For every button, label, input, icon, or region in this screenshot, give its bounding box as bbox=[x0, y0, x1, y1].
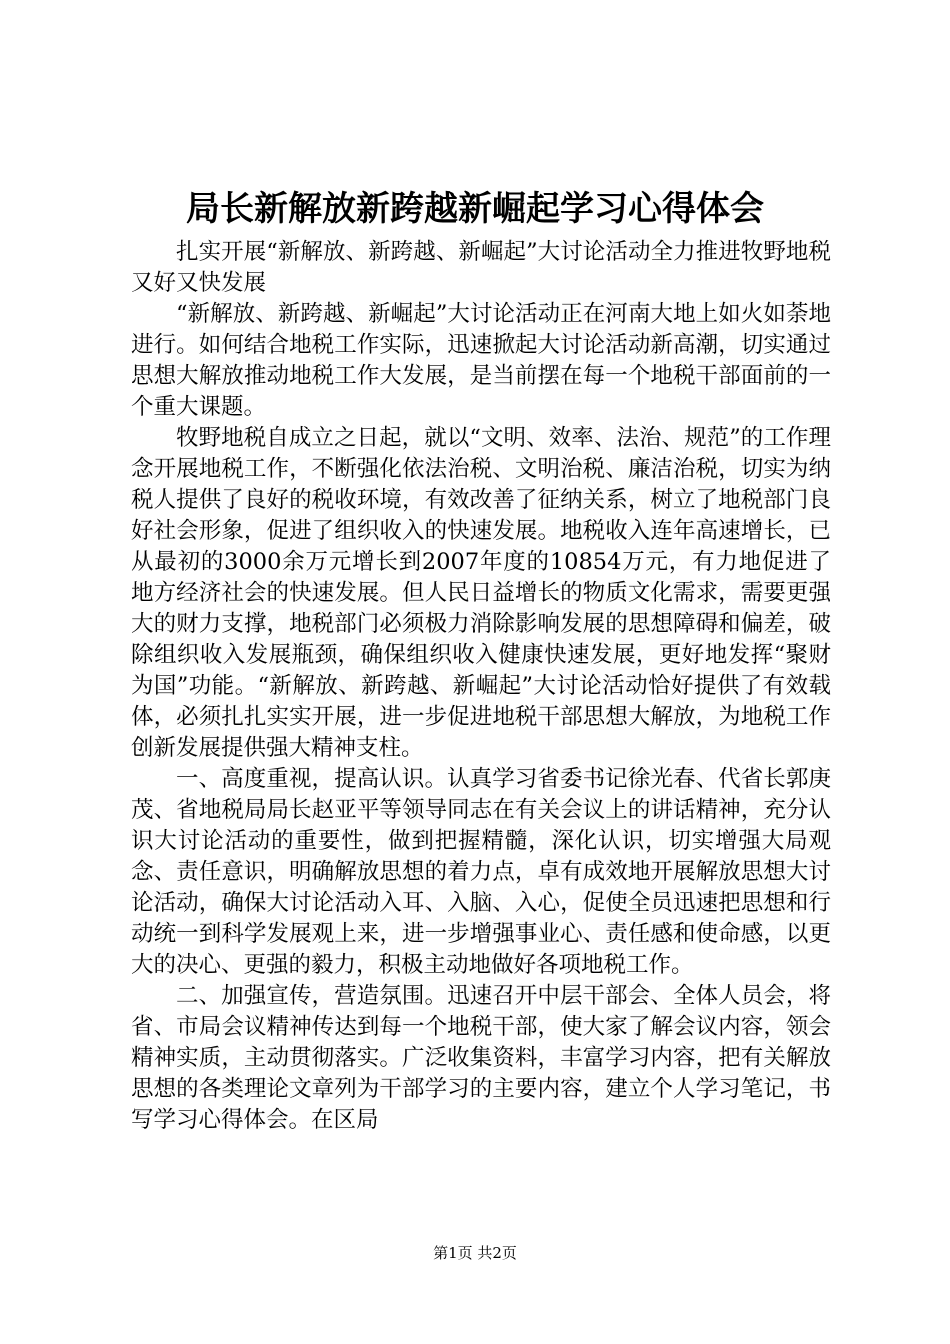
document-title: 局长新解放新跨越新崛起学习心得体会 bbox=[186, 189, 764, 229]
paragraph-point-one: 一、高度重视，提高认识。认真学习省委书记徐光春、代省长郭庚茂、省地税局局长赵亚平等领导同志在有关会议上的讲话精神，充分认识大讨论活动的重要性，做到把握精髓，深化认识，切实增强大局观念、责任意识，明确解放思想的着力点，卓有成效地开展解放思想大讨论活动，确保大讨论活动入耳、入脑、入心，促使全员迅速把思想和行动统一到科学发展观上来，进一步增强事业心、责任感和使命感，以更大的决心、更强的毅力，积极主动地做好各项地税工作。 bbox=[131, 766, 831, 978]
page-number-footer: 第1页 共2页 bbox=[433, 1244, 517, 1262]
paragraph-point-two: 二、加强宣传，营造氛围。迅速召开中层干部会、全体人员会，将省、市局会议精神传达到每一个地税干部，使大家了解会议内容，领会精神实质，主动贯彻落实。广泛收集资料，丰富学习内容，把有关解放思想的各类理论文章列为干部学习的主要内容，建立个人学习笔记，书写学习心得体会。在区局 bbox=[131, 983, 831, 1133]
paragraph-background: 牧野地税自成立之日起，就以“文明、效率、法治、规范”的工作理念开展地税工作，不断强化依法治税、文明治税、廉洁治税，切实为纳税人提供了良好的税收环境，有效改善了征纳关系，树立了地税部门良好社会形象，促进了组织收入的快速发展。地税收入连年高速增长，已从最初的3000余万元增长到2007年度的10854万元，有力地促进了地方经济社会的快速发展。但人民日益增长的物质文化需求，需要更强大的财力支撑，地税部门必须极力消除影响发展的思想障碍和偏差，破除组织收入发展瓶颈，确保组织收入健康快速发展，更好地发挥“聚财为国”功能。“新解放、新跨越、新崛起”大讨论活动恰好提供了有效载体，必须扎扎实实开展，进一步促进地税干部思想大解放，为地税工作创新发展提供强大精神支柱。 bbox=[131, 425, 831, 761]
paragraph-intro: “新解放、新跨越、新崛起”大讨论活动正在河南大地上如火如荼地进行。如何结合地税工作实际，迅速掀起大讨论活动新高潮，切实通过思想大解放推动地税工作大发展，是当前摆在每一个地税干部面前的一个重大课题。 bbox=[131, 301, 831, 420]
document-body bbox=[131, 237, 831, 1136]
paragraph-subtitle: 扎实开展“新解放、新跨越、新崛起”大讨论活动全力推进牧野地税又好又快发展 bbox=[131, 239, 831, 296]
